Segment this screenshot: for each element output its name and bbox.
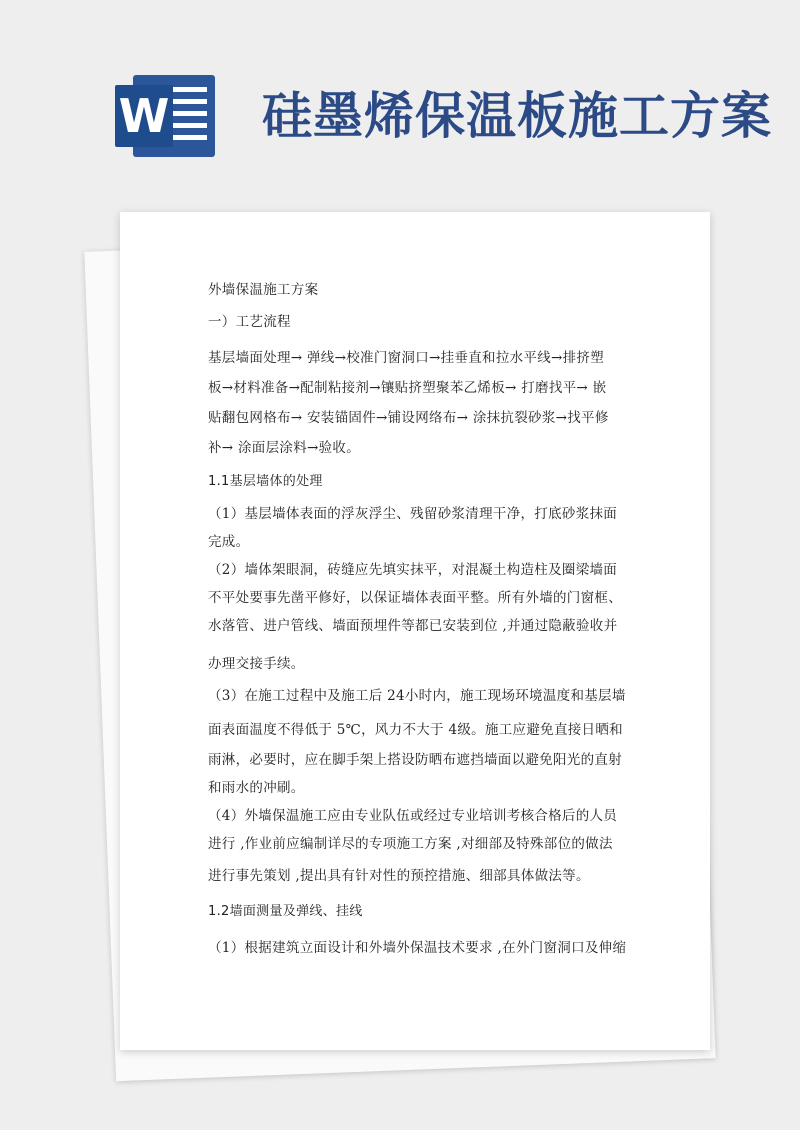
paragraph-line: 办理交接手续。 xyxy=(208,656,305,672)
paragraph-line: 不平处要事先凿平修好，以保证墙体表面平整。所有外墙的门窗框、 xyxy=(208,590,622,606)
paragraph-line: 完成。 xyxy=(208,534,250,550)
paragraph-line: 面表面温度不得低于 5℃，风力不大于 4级。施工应避免直接日晒和 xyxy=(208,722,623,738)
section-2-title: 1.2墙面测量及弹线、挂线 xyxy=(208,904,363,919)
paragraph-line: 雨淋，必要时，应在脚手架上搭设防晒布遮挡墙面以避免阳光的直射 xyxy=(208,752,622,768)
paragraph-line: 进行 ,作业前应编制详尽的专项施工方案 ,对细部及特殊部位的做法 xyxy=(208,836,613,852)
document-title: 硅墨烯保温板施工方案 xyxy=(262,87,772,145)
page-header xyxy=(0,0,800,200)
paragraph-line: 水落管、进户管线、墙面预埋件等都已安装到位 ,并通过隐蔽验收并 xyxy=(208,618,618,634)
paragraph-line: 和雨水的冲刷。 xyxy=(208,780,305,796)
paragraph-line: （4）外墙保温施工应由专业队伍或经过专业培训考核合格后的人员 xyxy=(208,808,618,824)
flow-line: 基层墙面处理→ 弹线→校准门窗洞口→挂垂直和拉水平线→排挤塑 xyxy=(208,350,605,366)
document-content xyxy=(120,212,710,1050)
doc-subheading: 一）工艺流程 xyxy=(208,314,291,330)
paragraph-line: （3）在施工过程中及施工后 24小时内，施工现场环境温度和基层墙 xyxy=(208,688,626,704)
doc-heading: 外墙保温施工方案 xyxy=(208,282,319,298)
flow-line: 贴翻包网格布→ 安装锚固件→铺设网络布→ 涂抹抗裂砂浆→找平修 xyxy=(208,410,609,426)
paragraph-line: 进行事先策划 ,提出具有针对性的预控措施、细部具体做法等。 xyxy=(208,868,590,884)
word-document-icon xyxy=(115,75,215,157)
section-1-title: 1.1基层墙体的处理 xyxy=(208,474,323,489)
paragraph-line: （1）根据建筑立面设计和外墙外保温技术要求 ,在外门窗洞口及伸缩 xyxy=(208,940,627,956)
flow-line: 补→ 涂面层涂料→验收。 xyxy=(208,440,361,456)
paragraph-line: （2）墙体架眼洞，砖缝应先填实抹平，对混凝土构造柱及圈梁墙面 xyxy=(208,562,618,578)
flow-line: 板→材料准备→配制粘接剂→镶贴挤塑聚苯乙烯板→ 打磨找平→ 嵌 xyxy=(208,380,607,396)
document-page xyxy=(120,212,710,1050)
paragraph-line: （1）基层墙体表面的浮灰浮尘、残留砂浆清理干净，打底砂浆抹面 xyxy=(208,506,618,522)
word-icon-letter: W xyxy=(115,85,173,147)
